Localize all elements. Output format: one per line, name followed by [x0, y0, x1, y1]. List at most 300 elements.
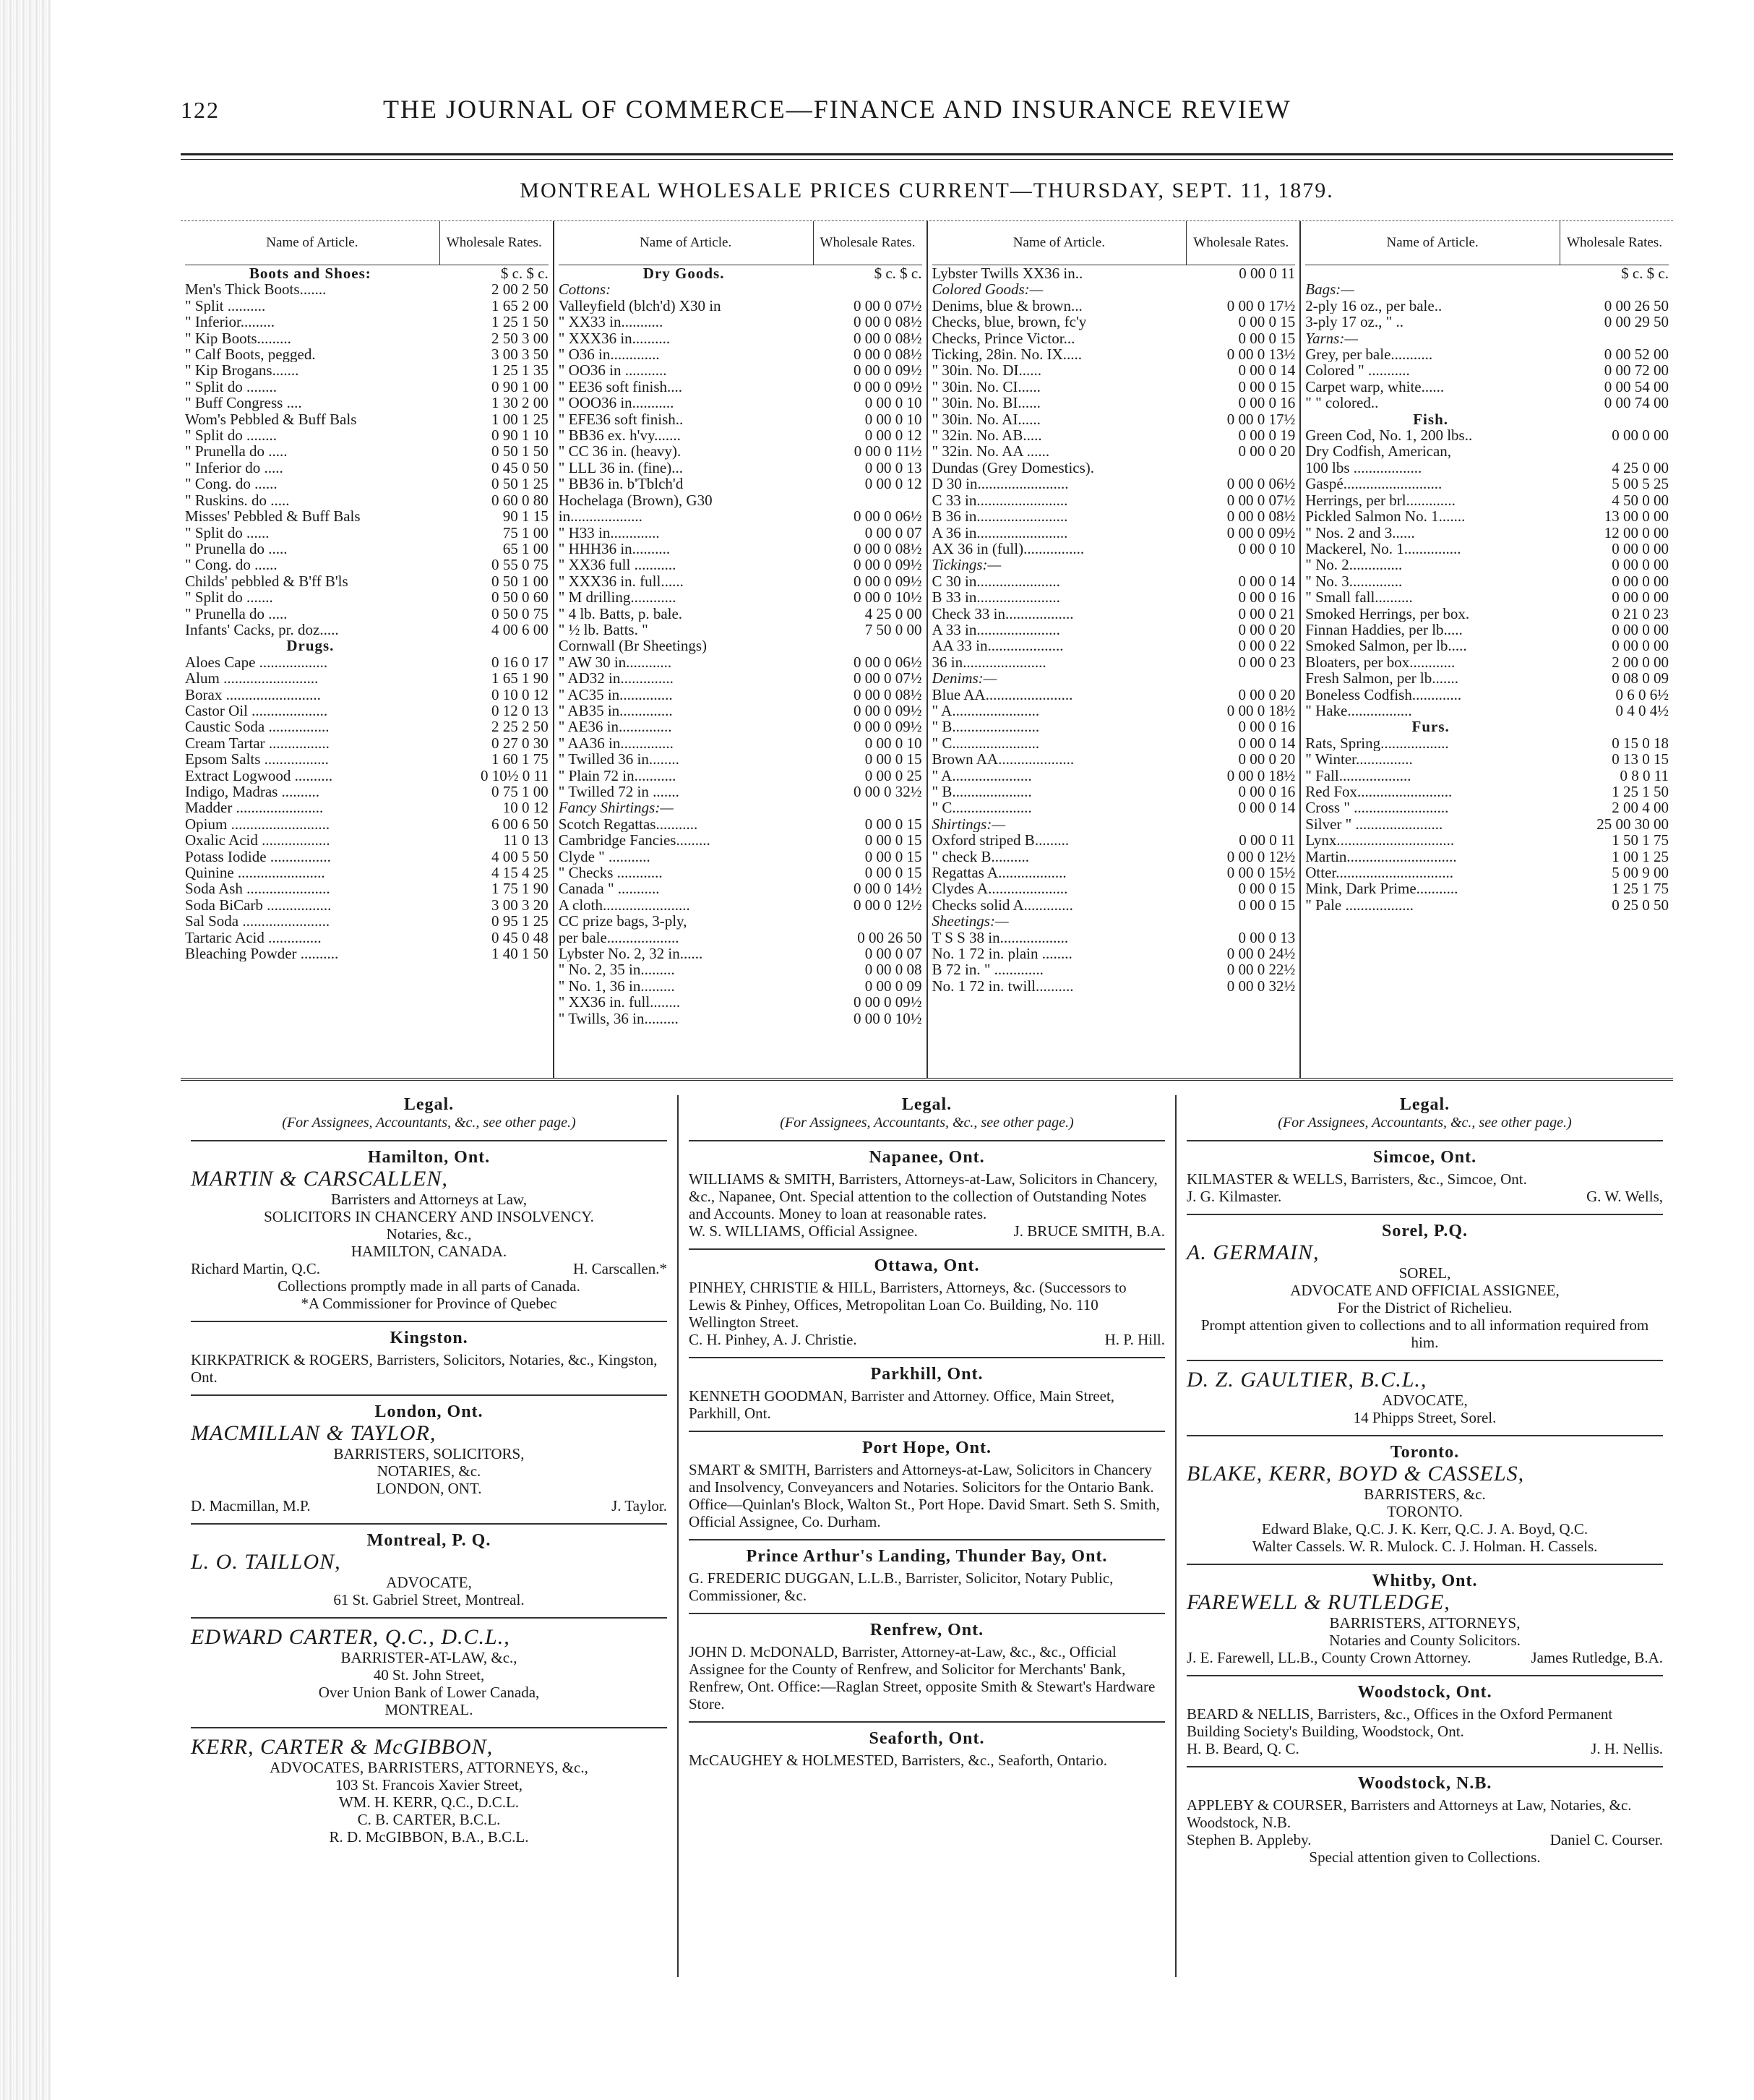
price-row	[1305, 379, 1669, 395]
legal-note: (For Assignees, Accountants, &c., see other page.)	[1278, 1115, 1572, 1131]
price-row	[932, 961, 1296, 977]
article-rate: 0 00 0 11½	[854, 443, 922, 460]
article-name: " ½ lb. Batts. "	[558, 621, 648, 638]
article-rate: 0 00 0 15½	[1226, 865, 1296, 881]
price-row	[932, 606, 1296, 622]
card-line: ADVOCATES, BARRISTERS, ATTORNEYS, &c.,	[270, 1759, 588, 1776]
article-name: Cross " .........................	[1305, 800, 1449, 816]
article-rate: 0 00 0 25	[864, 767, 922, 784]
price-row	[559, 1011, 922, 1027]
article-name: Wom's Pebbled & Buff Bals	[185, 411, 357, 428]
card-line: Notaries, &c.,	[386, 1225, 472, 1243]
header-rule	[181, 153, 1673, 160]
article-name: 2-ply 16 oz., per bale..	[1305, 297, 1443, 314]
signature-right: G. W. Wells,	[1586, 1188, 1663, 1205]
card-location: Montreal, P. Q.	[366, 1531, 491, 1550]
article-name: Fish.	[1413, 411, 1448, 428]
price-row	[932, 525, 1296, 541]
article-rate: 0 00 0 09½	[854, 573, 922, 590]
article-name: No. 1 72 in. twill..........	[932, 977, 1074, 995]
article-rate	[809, 800, 922, 815]
article-rate: 0 4 0 4½	[1615, 702, 1669, 719]
article-name: " B.....................	[932, 784, 1032, 800]
price-row	[1305, 395, 1669, 411]
article-rate: 0 16 0 17	[491, 653, 549, 671]
price-row	[559, 897, 922, 913]
article-name: in...................	[558, 508, 642, 525]
article-rate: 0 00 0 07	[864, 946, 922, 962]
article-rate: 0 00 29 50	[1604, 314, 1669, 330]
article-rate: $ c. $ c.	[1621, 265, 1669, 282]
article-name: " O36 in.............	[558, 346, 660, 363]
firm-name: FAREWELL & RUTLEDGE,	[1187, 1590, 1450, 1614]
price-row	[185, 314, 549, 330]
price-row	[932, 622, 1296, 638]
price-row	[559, 573, 922, 589]
price-row	[185, 654, 549, 670]
legal-card	[1187, 1140, 1663, 1214]
price-row	[559, 330, 922, 346]
article-rate: 11 0 13	[503, 832, 549, 849]
article-rate: 0 50 1 25	[491, 476, 549, 492]
price-row	[185, 589, 549, 605]
article-name: B 33 in......................	[932, 589, 1060, 606]
price-row	[932, 897, 1296, 913]
card-line: 61 St. Gabriel Street, Montreal.	[333, 1591, 525, 1608]
price-row	[559, 930, 922, 946]
price-row	[1305, 525, 1669, 541]
card-line: 103 St. Francois Xavier Street,	[335, 1776, 523, 1793]
price-row	[1305, 719, 1669, 734]
legal-card	[191, 1140, 667, 1321]
article-name: Alum .........................	[185, 670, 319, 687]
article-name: " Fall...................	[1305, 767, 1411, 784]
article-rate	[1556, 330, 1669, 346]
article-rate: 0 00 0 16	[1238, 784, 1296, 800]
card-signatures	[689, 1331, 1165, 1348]
card-location: London, Ont.	[374, 1402, 483, 1421]
article-rate	[1182, 670, 1295, 686]
legal-card	[1187, 1564, 1663, 1675]
article-rate: 0 00 0 08½	[854, 330, 922, 347]
article-name: " Pale ..................	[1305, 896, 1414, 914]
article-name: Check 33 in..................	[932, 605, 1074, 622]
price-row	[185, 768, 549, 784]
price-row	[185, 622, 549, 638]
article-name: Oxalic Acid ..................	[185, 832, 330, 849]
card-line: NOTARIES, &c.	[377, 1462, 481, 1480]
article-name: " Calf Boots, pegged.	[185, 346, 316, 363]
price-row	[932, 379, 1296, 395]
price-row	[559, 281, 922, 297]
page-number: 122	[181, 97, 220, 123]
price-row	[185, 913, 549, 929]
article-name: " XX36 in. full........	[558, 994, 681, 1011]
legal-card	[689, 1539, 1165, 1613]
price-row	[1305, 687, 1669, 703]
card-location: Renfrew, Ont.	[869, 1621, 984, 1640]
article-name: Denims:—	[932, 670, 997, 687]
article-name: Infants' Cacks, pr. doz.....	[185, 621, 339, 638]
article-rate	[1556, 719, 1669, 734]
article-rate	[1182, 460, 1295, 476]
price-row	[559, 913, 922, 929]
article-name: " Prunella do .....	[185, 443, 288, 460]
article-rate	[809, 913, 922, 929]
article-name: " C.....................	[932, 800, 1032, 816]
article-name: Opium ..........................	[185, 815, 330, 833]
price-row	[1305, 622, 1669, 638]
price-row	[1305, 638, 1669, 653]
article-name: Oxford striped B.........	[932, 832, 1070, 849]
article-name: Cambridge Fancies.........	[558, 832, 710, 849]
card-note: Collections promptly made in all parts of Canada.	[278, 1277, 580, 1295]
article-rate: 0 00 0 14	[1238, 362, 1296, 379]
price-row	[559, 492, 922, 508]
article-name: " 32in. No. AB.....	[932, 427, 1042, 444]
article-name: Dry Codfish, American,	[1305, 443, 1452, 460]
article-name: A 33 in......................	[932, 621, 1060, 638]
price-row	[559, 589, 922, 605]
article-name: Quinine .......................	[185, 865, 325, 881]
article-name: " XXX36 in. full......	[558, 573, 684, 590]
column-name-heading: Name of Article.	[266, 234, 358, 250]
price-row	[185, 897, 549, 913]
article-name: " Kip Boots.........	[185, 330, 291, 347]
article-name: " BB36 ex. h'vy.......	[558, 427, 681, 444]
price-row	[559, 557, 922, 573]
article-name: " Cong. do ......	[185, 557, 278, 573]
price-row	[932, 573, 1296, 589]
article-rate: 0 00 0 14½	[854, 880, 922, 897]
price-column	[553, 221, 927, 1078]
price-row	[932, 362, 1296, 378]
card-signatures	[1187, 1649, 1663, 1666]
article-name: Blue AA.......................	[932, 686, 1073, 703]
price-row	[1305, 880, 1669, 896]
article-rate: 0 00 0 10½	[854, 589, 922, 606]
article-rate: 0 00 0 12	[864, 476, 922, 492]
journal-title: THE JOURNAL OF COMMERCE—FINANCE AND INSURANCE REVIEW	[383, 95, 1291, 124]
article-name: Bags:—	[1305, 281, 1354, 298]
card-line: BARRISTERS, ATTORNEYS,	[1329, 1614, 1521, 1632]
card-location: Port Hope, Ont.	[862, 1439, 992, 1457]
article-rate: 0 00 0 08½	[854, 314, 922, 330]
article-name: Boneless Codfish.............	[1305, 686, 1462, 703]
price-row	[932, 865, 1296, 880]
article-name: AA 33 in....................	[932, 638, 1064, 654]
card-line: Over Union Bank of Lower Canada,	[318, 1684, 540, 1701]
article-rate: 0 00 0 06½	[854, 508, 922, 525]
legal-heading: Legal.	[901, 1095, 953, 1114]
price-row	[1305, 816, 1669, 832]
price-row	[559, 816, 922, 832]
article-rate: 0 00 0 10	[864, 734, 922, 752]
article-name: " Split do ........	[185, 427, 278, 444]
article-rate: 2 00 0 00	[1612, 653, 1669, 671]
article-rate: 0 00 0 18½	[1226, 702, 1296, 719]
price-row	[559, 994, 922, 1010]
article-name: " LLL 36 in. (fine)...	[558, 459, 683, 476]
article-rate: 0 00 0 21	[1238, 605, 1296, 622]
article-name: Canada " ...........	[558, 880, 660, 897]
article-name: Misses' Pebbled & Buff Bals	[185, 508, 361, 525]
article-rate: 0 00 0 08½	[1226, 508, 1296, 525]
price-row	[1305, 492, 1669, 508]
article-name: Boots and Shoes:	[249, 265, 371, 282]
article-name: " Split do .......	[185, 589, 273, 606]
price-row	[559, 395, 922, 411]
card-location: Kingston.	[390, 1329, 468, 1347]
card-signatures	[1187, 1831, 1663, 1848]
price-row	[1305, 849, 1669, 865]
article-name: B 72 in. " .............	[932, 961, 1044, 978]
price-row	[932, 281, 1296, 297]
price-row	[185, 379, 549, 395]
price-row	[185, 525, 549, 541]
article-name: " AA36 in..............	[558, 734, 674, 752]
legal-column	[181, 1095, 677, 1977]
article-name: " No. 1, 36 in.........	[558, 977, 675, 995]
article-rate: 0 00 0 23	[1238, 653, 1296, 671]
price-column-header	[1305, 221, 1669, 265]
card-line: KENNETH GOODMAN, Barrister and Attorney. Office, Main Street, Parkhill, Ont.	[689, 1387, 1115, 1422]
article-name: Bleaching Powder ..........	[185, 946, 339, 962]
price-row	[1305, 330, 1669, 346]
price-row	[185, 265, 549, 281]
article-name: Valleyfield (blch'd) X30 in	[558, 297, 721, 314]
article-rate: 0 00 0 06½	[1226, 476, 1296, 492]
article-rate: 0 00 0 17½	[1226, 411, 1296, 428]
price-row	[932, 751, 1296, 767]
price-row	[185, 606, 549, 622]
card-line: For the District of Richelieu.	[1337, 1299, 1513, 1316]
article-rate: 1 00 1 25	[491, 411, 549, 428]
price-row	[1305, 362, 1669, 378]
article-name: T S S 38 in..................	[932, 929, 1069, 946]
card-line: BARRISTER-AT-LAW, &c.,	[340, 1649, 517, 1666]
article-name: Martin.............................	[1305, 848, 1457, 865]
article-name: Gaspé..........................	[1305, 476, 1443, 492]
article-rate: 0 00 0 10	[864, 395, 922, 411]
article-name: Finnan Haddies, per lb.....	[1305, 621, 1463, 638]
card-location: Woodstock, Ont.	[1357, 1683, 1492, 1702]
article-rate: 0 00 0 19	[1238, 427, 1296, 444]
article-rate: 0 13 0 15	[1612, 751, 1669, 768]
firm-name: MARTIN & CARSCALLEN,	[191, 1167, 448, 1191]
article-rate: 0 00 0 18½	[1226, 767, 1296, 784]
article-rate: 0 15 0 18	[1612, 734, 1669, 752]
price-row	[559, 768, 922, 784]
price-row	[932, 460, 1296, 476]
article-name: " H33 in.............	[558, 524, 660, 541]
article-rate: 0 00 0 15	[864, 751, 922, 768]
article-name: A 36 in........................	[932, 524, 1068, 541]
price-row	[932, 427, 1296, 443]
legal-card	[191, 1394, 667, 1523]
price-row	[932, 816, 1296, 832]
article-rate: 4 00 6 00	[491, 621, 549, 638]
article-name: Lynx...............................	[1305, 832, 1455, 849]
legal-card	[689, 1140, 1165, 1248]
card-line: ADVOCATE,	[1382, 1392, 1468, 1409]
price-row	[1305, 541, 1669, 557]
article-rate: 2 50 3 00	[491, 330, 549, 347]
firm-name: KERR, CARTER & McGIBBON,	[191, 1735, 494, 1759]
price-row	[185, 330, 549, 346]
price-row	[185, 687, 549, 703]
price-row	[559, 638, 922, 653]
article-rate: 0 8 0 11	[1620, 767, 1669, 784]
article-name: " CC 36 in. (heavy).	[558, 443, 682, 460]
article-rate: 0 00 0 00	[1612, 638, 1669, 654]
article-rate: 0 00 0 15	[864, 865, 922, 881]
article-name: per bale...................	[558, 929, 679, 946]
price-row	[1305, 476, 1669, 492]
price-row	[559, 606, 922, 622]
article-name: " AE36 in..............	[558, 719, 672, 735]
article-rate: 0 00 0 10	[864, 411, 922, 428]
price-row	[932, 476, 1296, 492]
signature-right: Daniel C. Courser.	[1549, 1831, 1663, 1848]
price-row	[1305, 735, 1669, 751]
legal-heading: Legal.	[403, 1095, 455, 1114]
signature-right: J. Taylor.	[611, 1497, 667, 1514]
article-name: " OOO36 in...........	[558, 395, 674, 411]
card-line: TORONTO.	[1387, 1503, 1463, 1520]
article-rate: 0 00 0 09	[864, 977, 922, 995]
card-line: McCAUGHEY & HOLMESTED, Barristers, &c., Seaforth, Ontario.	[689, 1752, 1107, 1769]
article-rate: 4 15 4 25	[491, 865, 549, 881]
column-name-heading: Name of Article.	[640, 234, 732, 250]
article-rate: 0 00 0 13	[864, 459, 922, 476]
price-row	[559, 703, 922, 719]
price-row	[559, 687, 922, 703]
article-name: " Hake.................	[1305, 702, 1412, 719]
article-name: " AW 30 in............	[558, 653, 672, 671]
article-name: " 30in. No. CI......	[932, 378, 1041, 395]
article-name: Regattas A..................	[932, 865, 1067, 881]
article-rate: 5 00 9 00	[1612, 865, 1669, 881]
article-name: " AD32 in..............	[558, 670, 674, 687]
legal-card	[191, 1321, 667, 1394]
article-name: " BB36 in. b'Tblch'd	[558, 476, 684, 492]
price-row	[185, 719, 549, 734]
article-rate: 0 00 0 24½	[1226, 946, 1296, 962]
article-name: " Ruskins. do .....	[185, 492, 290, 509]
signature-left: Stephen B. Appleby.	[1187, 1831, 1312, 1848]
price-row	[559, 508, 922, 524]
article-rate: 0 00 0 13	[1238, 929, 1296, 946]
article-name: " Kip Brogans.......	[185, 362, 299, 379]
article-rate: 2 25 2 50	[491, 719, 549, 735]
article-name: " No. 2, 35 in.........	[558, 961, 675, 978]
article-rate: $ c. $ c.	[874, 265, 922, 282]
article-name: Tartaric Acid ..............	[185, 929, 322, 946]
card-note: Special attention given to Collections.	[1309, 1848, 1541, 1866]
article-rate: 0 00 0 15	[864, 848, 922, 865]
price-row	[1305, 654, 1669, 670]
article-name: " A.......................	[932, 702, 1040, 719]
article-rate: 0 00 0 15	[1238, 896, 1296, 914]
article-name: Clydes A.....................	[932, 880, 1068, 897]
price-row	[1305, 703, 1669, 719]
card-line: BEARD & NELLIS, Barristers, &c., Offices in the Oxford Permanent Building Society's Building, Woodstock, Ont.	[1187, 1705, 1613, 1740]
article-rate: 0 50 0 75	[491, 605, 549, 622]
article-rate: $ c. $ c.	[500, 265, 549, 282]
article-rate: 3 00 3 20	[491, 896, 549, 914]
price-row	[185, 849, 549, 865]
price-row	[185, 281, 549, 297]
article-rate: 1 65 1 90	[491, 670, 549, 687]
article-name: " A.....................	[932, 767, 1032, 784]
card-line: LONDON, ONT.	[376, 1480, 482, 1497]
price-row	[932, 508, 1296, 524]
price-row	[1305, 411, 1669, 427]
signature-right: J. H. Nellis.	[1591, 1740, 1663, 1757]
card-line: SOREL,	[1398, 1264, 1451, 1282]
article-name: " AB35 in..............	[558, 702, 673, 719]
article-name: Castor Oil ....................	[185, 702, 328, 719]
article-name: " Plain 72 in...........	[558, 767, 676, 784]
article-rate: 1 40 1 50	[491, 946, 549, 962]
article-rate: 90 1 15	[502, 508, 549, 525]
journal-page	[181, 94, 1673, 2075]
price-row	[185, 865, 549, 880]
price-row	[559, 411, 922, 427]
article-rate: 0 6 0 6½	[1615, 686, 1669, 703]
price-row	[932, 880, 1296, 896]
column-rate-heading: Wholesale Rates.	[1560, 221, 1669, 265]
article-name: Otter...............................	[1305, 865, 1453, 881]
card-line: Barristers and Attorneys at Law,	[331, 1191, 527, 1208]
article-rate: 1 50 1 75	[1612, 832, 1669, 849]
card-location: Toronto.	[1390, 1443, 1460, 1462]
article-name: " check B..........	[932, 848, 1030, 865]
price-row	[185, 541, 549, 557]
article-name: " Nos. 2 and 3......	[1305, 524, 1415, 541]
article-rate: 0 25 0 50	[1612, 896, 1669, 914]
article-name: " Twilled 36 in........	[558, 751, 679, 768]
signature-left: Richard Martin, Q.C.	[191, 1260, 321, 1277]
price-row	[1305, 460, 1669, 476]
article-rate	[1182, 816, 1295, 832]
price-row	[1305, 508, 1669, 524]
signature-right: J. BRUCE SMITH, B.A.	[1013, 1222, 1165, 1240]
article-rate: 2 00 4 00	[1612, 800, 1669, 816]
signature-left: W. S. WILLIAMS, Official Assignee.	[689, 1222, 918, 1240]
price-row	[1305, 298, 1669, 314]
page-header	[181, 94, 1673, 137]
legal-column	[677, 1095, 1175, 1977]
price-row	[932, 930, 1296, 946]
column-rate-heading: Wholesale Rates.	[1186, 221, 1295, 265]
price-row	[932, 978, 1296, 994]
article-rate: 0 00 0 15	[1238, 378, 1296, 395]
article-name: " Inferior do .....	[185, 459, 283, 476]
card-signatures	[191, 1260, 667, 1277]
card-location: Hamilton, Ont.	[367, 1148, 491, 1167]
article-name: " Buff Congress ....	[185, 395, 302, 411]
article-rate: 0 00 0 00	[1612, 540, 1669, 557]
article-rate: 0 00 0 00	[1612, 573, 1669, 590]
article-name: " " colored..	[1305, 395, 1379, 411]
article-rate: 0 50 1 50	[491, 443, 549, 460]
price-row	[1305, 832, 1669, 848]
article-rate: 0 00 0 32½	[854, 784, 922, 800]
price-row	[559, 719, 922, 734]
price-row	[1305, 606, 1669, 622]
